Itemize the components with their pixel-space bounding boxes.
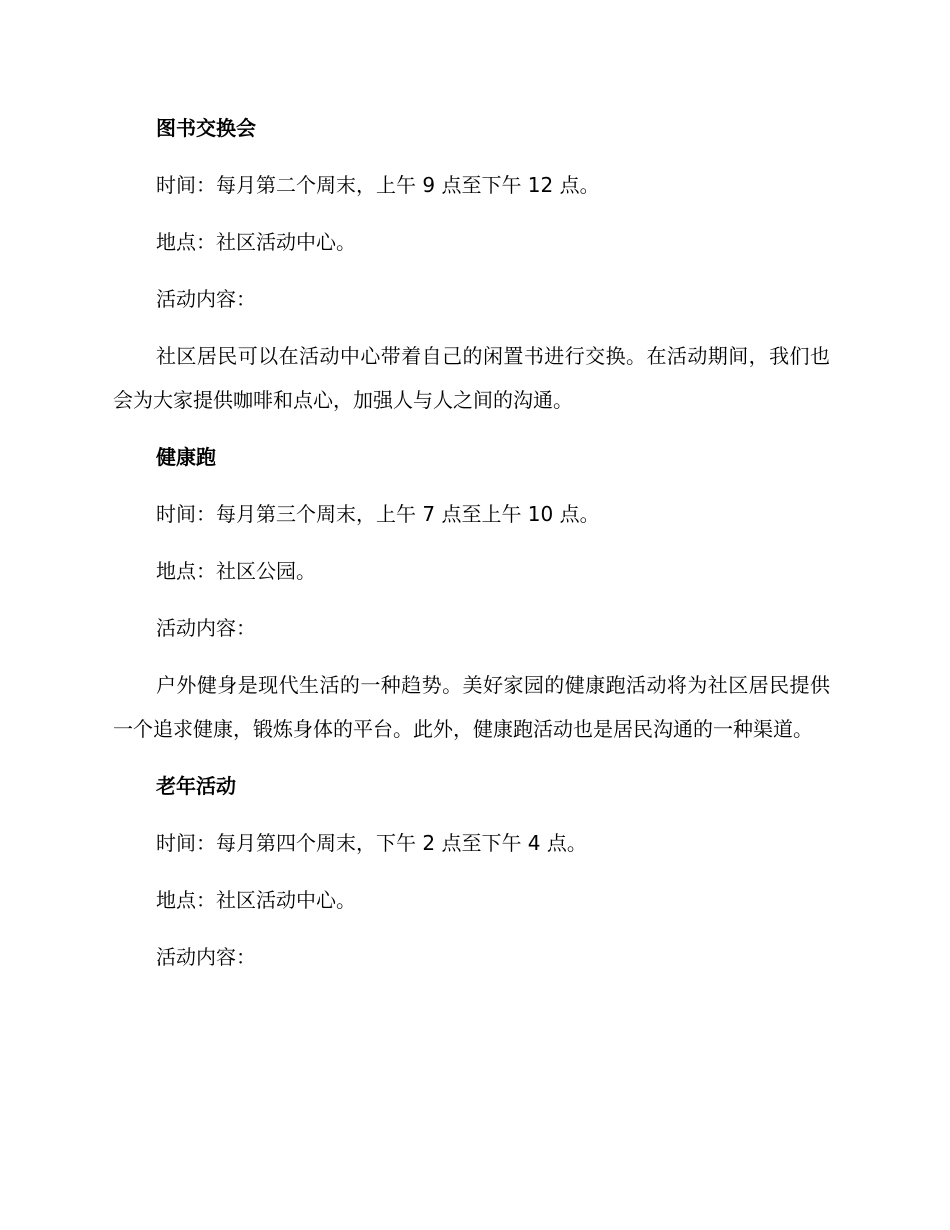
section-content-label: 活动内容：	[156, 945, 256, 969]
section-health-run	[113, 442, 830, 751]
section-content: 户外健身是现代生活的一种趋势。美好家园的健康跑活动将为社区居民提供一个追求健康，锻炼身体的平台。此外，健康跑活动也是居民沟通的一种渠道。	[113, 673, 830, 741]
section-time: 时间：每月第四个周末，下午 2 点至下午 4 点。	[156, 831, 587, 855]
section-title: 老年活动	[156, 774, 236, 798]
section-content-label: 活动内容：	[156, 287, 256, 311]
section-title: 健康跑	[156, 445, 216, 469]
section-content-label: 活动内容：	[156, 616, 256, 640]
section-time: 时间：每月第二个周末，上午 9 点至下午 12 点。	[156, 173, 600, 197]
section-title: 图书交换会	[156, 116, 256, 140]
section-location: 地点：社区活动中心。	[156, 230, 356, 254]
section-content: 社区居民可以在活动中心带着自己的闲置书进行交换。在活动期间，我们也会为大家提供咖啡和点心，加强人与人之间的沟通。	[113, 344, 830, 412]
section-time: 时间：每月第三个周末，上午 7 点至上午 10 点。	[156, 502, 600, 526]
section-location: 地点：社区公园。	[156, 559, 316, 583]
section-book-exchange	[113, 113, 830, 422]
section-location: 地点：社区活动中心。	[156, 888, 356, 912]
section-senior-activity	[113, 771, 830, 972]
